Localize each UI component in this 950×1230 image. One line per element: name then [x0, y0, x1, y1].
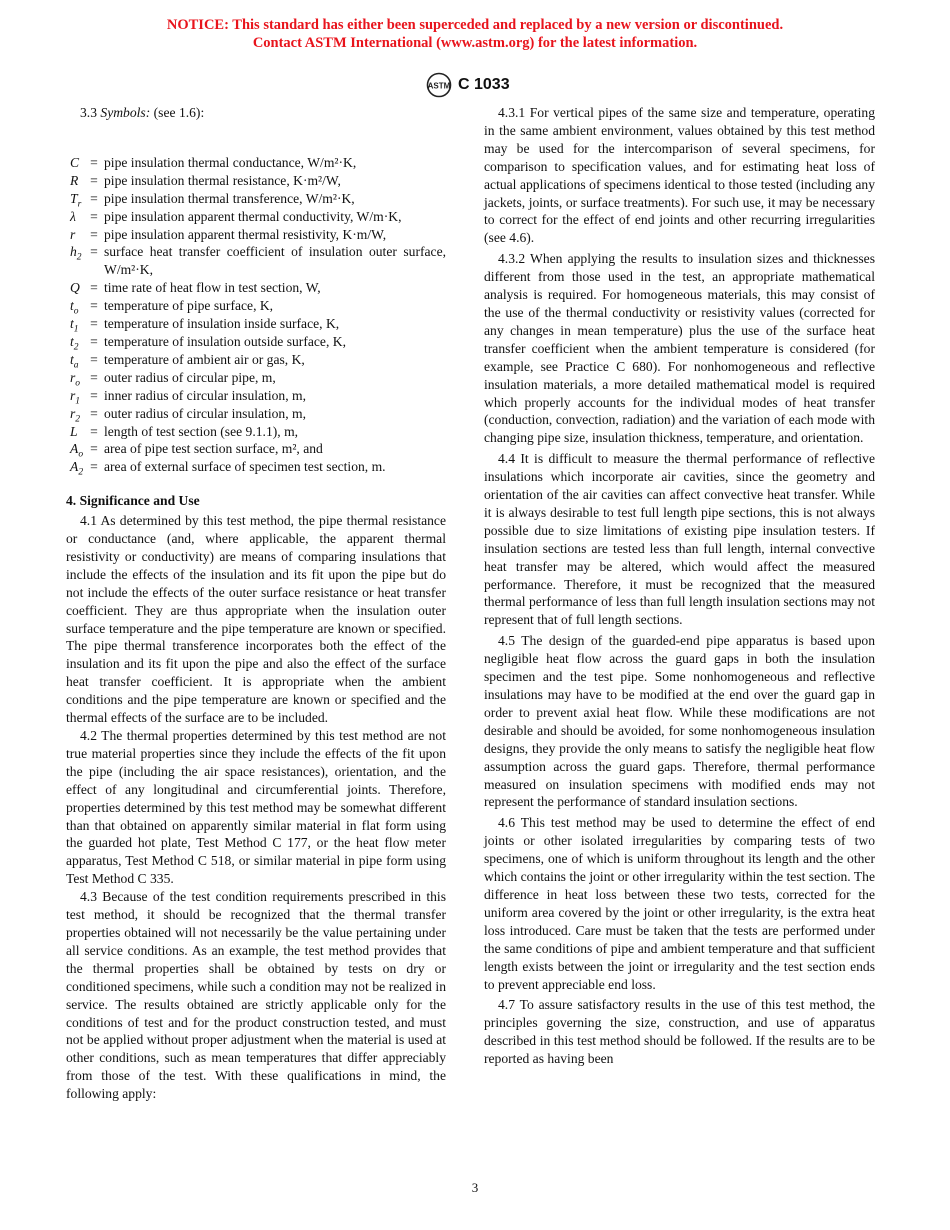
paragraph-4-7: 4.7 To assure satisfactory results in the use of this test method, the principles governing the size, construction, and use of apparatus described in this test method should be followed. If the results are to be reported as having been [484, 997, 875, 1067]
symbol-description: area of pipe test section surface, m², and [104, 441, 323, 457]
equals-sign: = [90, 208, 98, 224]
symbol-description: outer radius of circular insulation, m, [104, 405, 306, 421]
symbol-row [66, 351, 446, 369]
symbol-row [66, 172, 446, 190]
symbol: $r_o$ [70, 369, 81, 389]
section-heading: 4. Significance and Use [66, 493, 200, 509]
symbol: r [70, 226, 76, 242]
page-number: 3 [471, 1180, 479, 1195]
astm-logo-icon [426, 72, 452, 98]
symbol: $h_2$ [70, 244, 82, 264]
equals-sign: = [90, 280, 98, 296]
symbol-row [66, 458, 446, 479]
symbol-row [66, 297, 446, 315]
symbol-description: temperature of insulation outside surface, K, [104, 333, 346, 349]
paragraph-4-5: 4.5 The design of the guarded-end pipe apparatus is based upon negligible heat flow across the guard gaps in both the insulation specimen and the test pipe. Some nonhomogeneous and reflective insulations may have to be modified at the end over the guard gap in order to prevent axial heat flow. While these modifications are not desirable and should be avoided, for some nonhomogeneous insulation designs, they provide the only means to satisfy the negligible heat flow assumption across the guard gaps. Therefore, thermal performance measured on insulation specimens with modified ends may not represent the performance of standard insulation sections. [484, 633, 875, 810]
symbol-description: pipe insulation apparent thermal resistivity, K·m/W, [104, 226, 387, 242]
left-column [66, 104, 446, 1103]
symbol: λ [70, 208, 76, 224]
symbol-row [66, 369, 446, 387]
symbol: $A_2$ [70, 459, 84, 479]
symbol-description: inner radius of circular insulation, m, [104, 387, 306, 403]
symbol-row [66, 440, 446, 461]
symbol: Q [70, 280, 80, 296]
symbol: C [70, 154, 80, 170]
symbols-list [66, 154, 446, 479]
equals-sign: = [90, 244, 98, 260]
symbol: $r_2$ [70, 405, 81, 425]
notice-line-1: NOTICE: This standard has either been superceded and replaced by a new version or discontinued. [166, 17, 784, 33]
document-header [426, 72, 510, 98]
symbol-row [66, 190, 446, 208]
paragraph-4-3-1: 4.3.1 For vertical pipes of the same size and temperature, operating in the same ambient environment, values obtained by this test method may be used for the intercomparison of several specimens, for comparison to specification values, and for estimating heat loss of actual applications of specimens identical to those tested (including any jackets, joints, or surface treatments). For such use, it may be necessary to correct for the effect of end joints and other recurring irregularities (see 4.6). [484, 105, 875, 246]
symbol: $A_o$ [70, 441, 84, 461]
equals-sign: = [90, 441, 98, 457]
symbol: $t_1$ [70, 316, 79, 335]
symbol-description: area of external surface of specimen test section, m. [104, 459, 386, 475]
equals-sign: = [90, 333, 98, 349]
symbol-row [66, 423, 446, 441]
symbol-description: surface heat transfer coefficient of insulation outer surface, W/m²·K, [104, 244, 446, 278]
paragraph-4-2: 4.2 The thermal properties determined by this test method are not true material properties since they include the effects of the fit upon the pipe (including the air space resistances), orientation, and the effect of any longitudinal and circumferential joints. Therefore, properties determined by this test method may be somewhat different than that obtained on apparently similar material in flat form using the guarded hot plate, Test Method C 177, or the heat flow meter apparatus, Test Method C 518, or similar material in pipe form using Test Method C 335. [66, 728, 446, 887]
symbol: $r_1$ [70, 387, 81, 407]
symbol: $t_a$ [70, 351, 79, 371]
equals-sign: = [90, 351, 98, 367]
symbol-description: outer radius of circular pipe, m, [104, 369, 276, 385]
symbol-row [66, 243, 446, 279]
right-column [484, 104, 875, 1068]
symbol-description: pipe insulation thermal conductance, W/m²·K, [104, 154, 357, 170]
symbol-row [66, 208, 446, 226]
symbol-description: temperature of insulation inside surface, K, [104, 316, 340, 332]
equals-sign: = [90, 226, 98, 242]
equals-sign: = [90, 154, 98, 170]
symbol-description: length of test section (see 9.1.1), m, [104, 423, 299, 439]
symbol-row [66, 333, 446, 351]
symbol: $T_r$ [70, 190, 82, 210]
equals-sign: = [90, 298, 98, 314]
equals-sign: = [90, 387, 98, 403]
notice-line-2: Contact ASTM International (www.astm.org) for the latest information. [252, 35, 698, 51]
paragraph-4-3: 4.3 Because of the test condition requirements prescribed in this test method, it should be recognized that the thermal transfer properties obtained will not necessarily be the value pertaining under all service conditions. As an example, the test method provides that the thermal properties shall be obtained by tests on dry or conditioned specimens, while such a condition may not be realized in service. The results obtained are strictly applicable only for the conditions of test and for the product construction tested, and must not be applied without proper adjustment when the material is used at other conditions, such as mean temperatures that differ appreciably from those of the test. With these qualifications in mind, the following apply: [66, 889, 446, 1102]
equals-sign: = [90, 369, 98, 385]
standard-code: C 1033 [458, 76, 510, 93]
paragraph-4-4: 4.4 It is difficult to measure the thermal performance of reflective insulations which incorporate air cavities, since the geometry and orientation of the air cavities can affect convective heat transfer. While it is always desirable to test full length pipe sections, this is not always possible due to size limitations of existing pipe insulation testers. If insulation sections are tested less than full length, internal convective heat transfer may be altered, which would affect the measured performance. Therefore, it must be recognized that the measured thermal performance of less than full length insulation sections may not represent that of full length sections. [484, 451, 875, 628]
paragraph-4-6: 4.6 This test method may be used to determine the effect of end joints or other isolated irregularities by comparing tests of two specimens, one of which is uniform throughout its length and the other which contains the joint or other irregularity within the test section. The difference in heat loss between these two tests, corrected for the uniform area covered by the joint or other irregularity, is the extra heat loss introduced. Care must be taken that the tests are performed under the same conditions of pipe and ambient temperature and that sufficient length exists between the joint or irregularity and the test section ends to prevent appreciable end loss. [484, 815, 875, 992]
symbol-row [66, 387, 446, 405]
symbol-description: pipe insulation thermal resistance, K·m²/W, [104, 172, 341, 188]
equals-sign: = [90, 190, 98, 206]
symbol-description: temperature of pipe surface, K, [104, 298, 274, 314]
svg-text:ASTM: ASTM [427, 81, 451, 91]
symbol-description: pipe insulation apparent thermal conductivity, W/m·K, [104, 208, 402, 224]
symbol-row [66, 154, 446, 172]
equals-sign: = [90, 316, 98, 332]
symbols-heading: 3.3 Symbols: (see 1.6): [80, 105, 205, 120]
paragraph-4-1: 4.1 As determined by this test method, the pipe thermal resistance or conductance (and, where applicable, the apparent thermal resistivity or conductivity) are means of comparing insulations that include the effects of the insulation and its fit upon the pipe but do not include the effects of the outer surface resistance or heat transfer coefficient. They are thus appropriate when the insulation outer surface temperature and the pipe temperature are known or specified. The pipe thermal transference incorporates both the effect of the insulation and its fit upon the pipe and also the effect of the surface heat transfer coefficient. It is appropriate when the ambient conditions and the pipe temperature are known or specified and the thermal effects of the surface are to be included. [66, 513, 446, 726]
symbol-row [66, 279, 446, 297]
symbol-description: time rate of heat flow in test section, W, [104, 280, 321, 296]
symbol: L [70, 423, 78, 439]
symbol: R [70, 172, 79, 188]
symbol-row [66, 315, 446, 333]
symbol: $t_o$ [70, 298, 79, 317]
equals-sign: = [90, 459, 98, 475]
equals-sign: = [90, 172, 98, 188]
equals-sign: = [90, 405, 98, 421]
symbol-row [66, 405, 446, 423]
symbol-description: temperature of ambient air or gas, K, [104, 351, 305, 367]
symbol: $t_2$ [70, 333, 79, 353]
symbol-description: pipe insulation thermal transference, W/m²·K, [104, 190, 355, 206]
symbol-row [66, 226, 446, 244]
equals-sign: = [90, 423, 98, 439]
paragraph-4-3-2: 4.3.2 When applying the results to insulation sizes and thicknesses different from those used in the test, an appropriate mathematical analysis is required. For homogeneous materials, this may consist of the use of the thermal conductivity or resistivity values (corrected for any changes in mean temperature) plus the use of the surface heat transfer coefficient when the ambient temperature is considered (for example, see Practice C 680). For nonhomogeneous and reflective insulation materials, a more detailed mathematical model is required which properly accounts for the individual modes of heat transfer (conduction, convection, radiation) and the variation of each mode with changing pipe size, insulation thickness, temperature, and orientation. [484, 251, 875, 446]
